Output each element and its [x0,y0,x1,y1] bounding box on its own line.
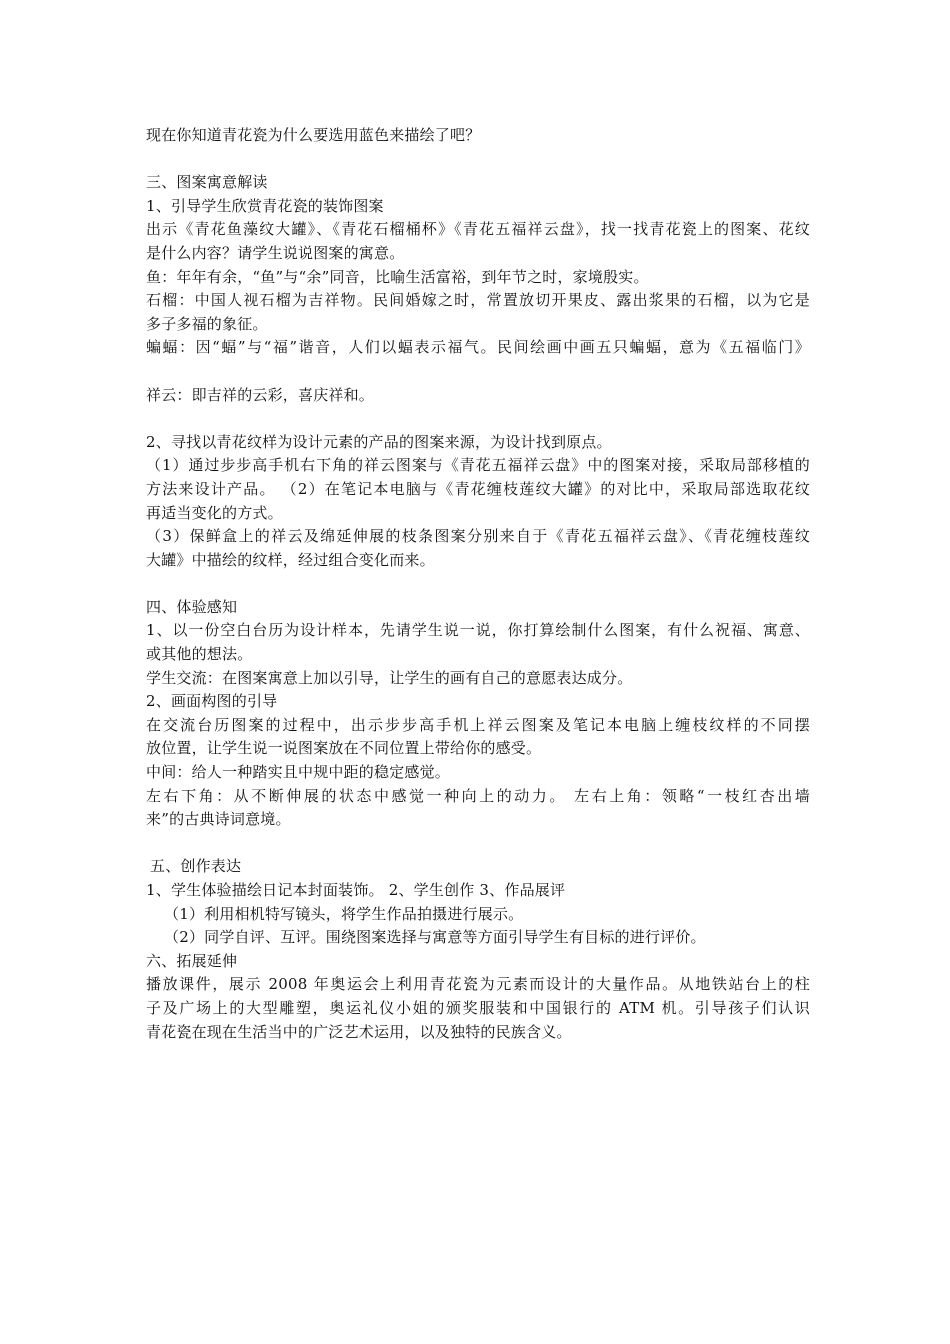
intro-text: 现在你知道青花瓷为什么要选用蓝色来描绘了吧？ [146,126,481,144]
section3-sub1: 1、引导学生欣赏青花瓷的装饰图案 [146,196,384,215]
blank-line [146,360,810,384]
blank-line [146,572,810,596]
middle-position: 中间：给人一种踏实且中规中距的稳定感觉。 [146,763,451,782]
section5-heading: 五、创作表达 [150,857,242,876]
blank-line [146,148,810,172]
section3-p1-line1: 出示《青花鱼藻纹大罐》、《青花石榴桶杯》《青花五福祥云盘》，找一找青花瓷上的图案、花纹 [146,220,810,239]
section3-p1-line2: 是什么内容？请学生说说图案的寓意。 [146,243,405,262]
document-body [146,124,810,1044]
bat-meaning: 蝙蝠：因“蝠”与“福”谐音，人们以蝠表示福气。民间绘画中画五只蝙蝠，意为《五福临门》 [146,338,810,357]
section5-item1: （1）利用相机特写镜头，将学生作品拍摄进行展示。 [164,904,524,923]
section3-p2-line2: 方法来设计产品。 （2）在笔记本电脑与《青花缠枝莲纹大罐》的对比中，采取局部选取花纹 [146,479,810,498]
section3-p2-line5: 大罐》中描绘的纹样，经过组合变化而来。 [146,550,435,569]
section3-heading: 三、图案寓意解读 [146,173,268,192]
section3-p2-line4: （3）保鲜盒上的祥云及绵延伸展的枝条图案分别来自于《青花五福祥云盘》、《青花缠枝莲纹 [146,527,810,546]
section4-p2-line2: 放位置，让学生说一说图案放在不同位置上带给你的感受。 [146,739,542,758]
section3-sub2: 2、寻找以青花纹样为设计元素的产品的图案来源，为设计找到原点。 [146,432,612,451]
section4-heading: 四、体验感知 [146,597,238,616]
section4-p2-line1: 在交流台历图案的过程中，出示步步高手机上祥云图案及笔记本电脑上缠枝纹样的不同摆 [146,715,810,734]
pomegranate-meaning-line1: 石榴：中国人视石榴为吉祥物。民间婚嫁之时，常置放切开果皮、露出浆果的石榴，以为它是 [146,291,810,310]
section3-p2-line1: （1）通过步步高手机右下角的祥云图案与《青花五福祥云盘》中的图案对接，采取局部移植的 [146,456,810,475]
corner-position-line1: 左右下角：从不断伸展的状态中感觉一种向上的动力。 左右上角：领略“一枝红杏出墙 [146,786,810,805]
blank-line [146,407,810,431]
section6-line1: 播放课件，展示 2008 年奥运会上利用青花瓷为元素而设计的大量作品。从地铁站台上的柱 [146,975,810,994]
section4-sub2: 2、画面构图的引导 [146,692,278,711]
cloud-meaning: 祥云：即吉祥的云彩，喜庆祥和。 [146,385,375,404]
section5-item2: （2）同学自评、互评。围绕图案选择与寓意等方面引导学生有目标的进行评价。 [164,928,706,947]
blank-line [146,832,810,856]
section4-p1-line1: 1、以一份空白台历为设计样本，先请学生说一说，你打算绘制什么图案，有什么祝福、寓意、 [146,621,810,640]
section5-steps: 1、学生体验描绘日记本封面装饰。 2、学生创作 3、作品展评 [146,881,566,899]
section3-p2-line3: 再适当变化的方式。 [146,503,283,522]
pomegranate-meaning-line2: 多子多福的象征。 [146,314,268,333]
corner-position-line2: 来”的古典诗词意境。 [146,810,291,829]
section6-line3: 青花瓷在现在生活当中的广泛艺术运用，以及独特的民族含义。 [146,1022,572,1041]
section4-p1-line2: 或其他的想法。 [146,645,253,664]
student-exchange: 学生交流：在图案寓意上加以引导，让学生的画有自己的意愿表达成分。 [146,668,633,687]
section6-line2: 子及广场上的大型雕塑，奥运礼仪小姐的颁奖服装和中国银行的 ATM 机。引导孩子们认识 [146,998,810,1017]
fish-meaning: 鱼：年年有余，“鱼”与“余”同音，比喻生活富裕，到年节之时，家境殷实。 [146,267,649,286]
section6-heading: 六、拓展延伸 [146,951,238,970]
